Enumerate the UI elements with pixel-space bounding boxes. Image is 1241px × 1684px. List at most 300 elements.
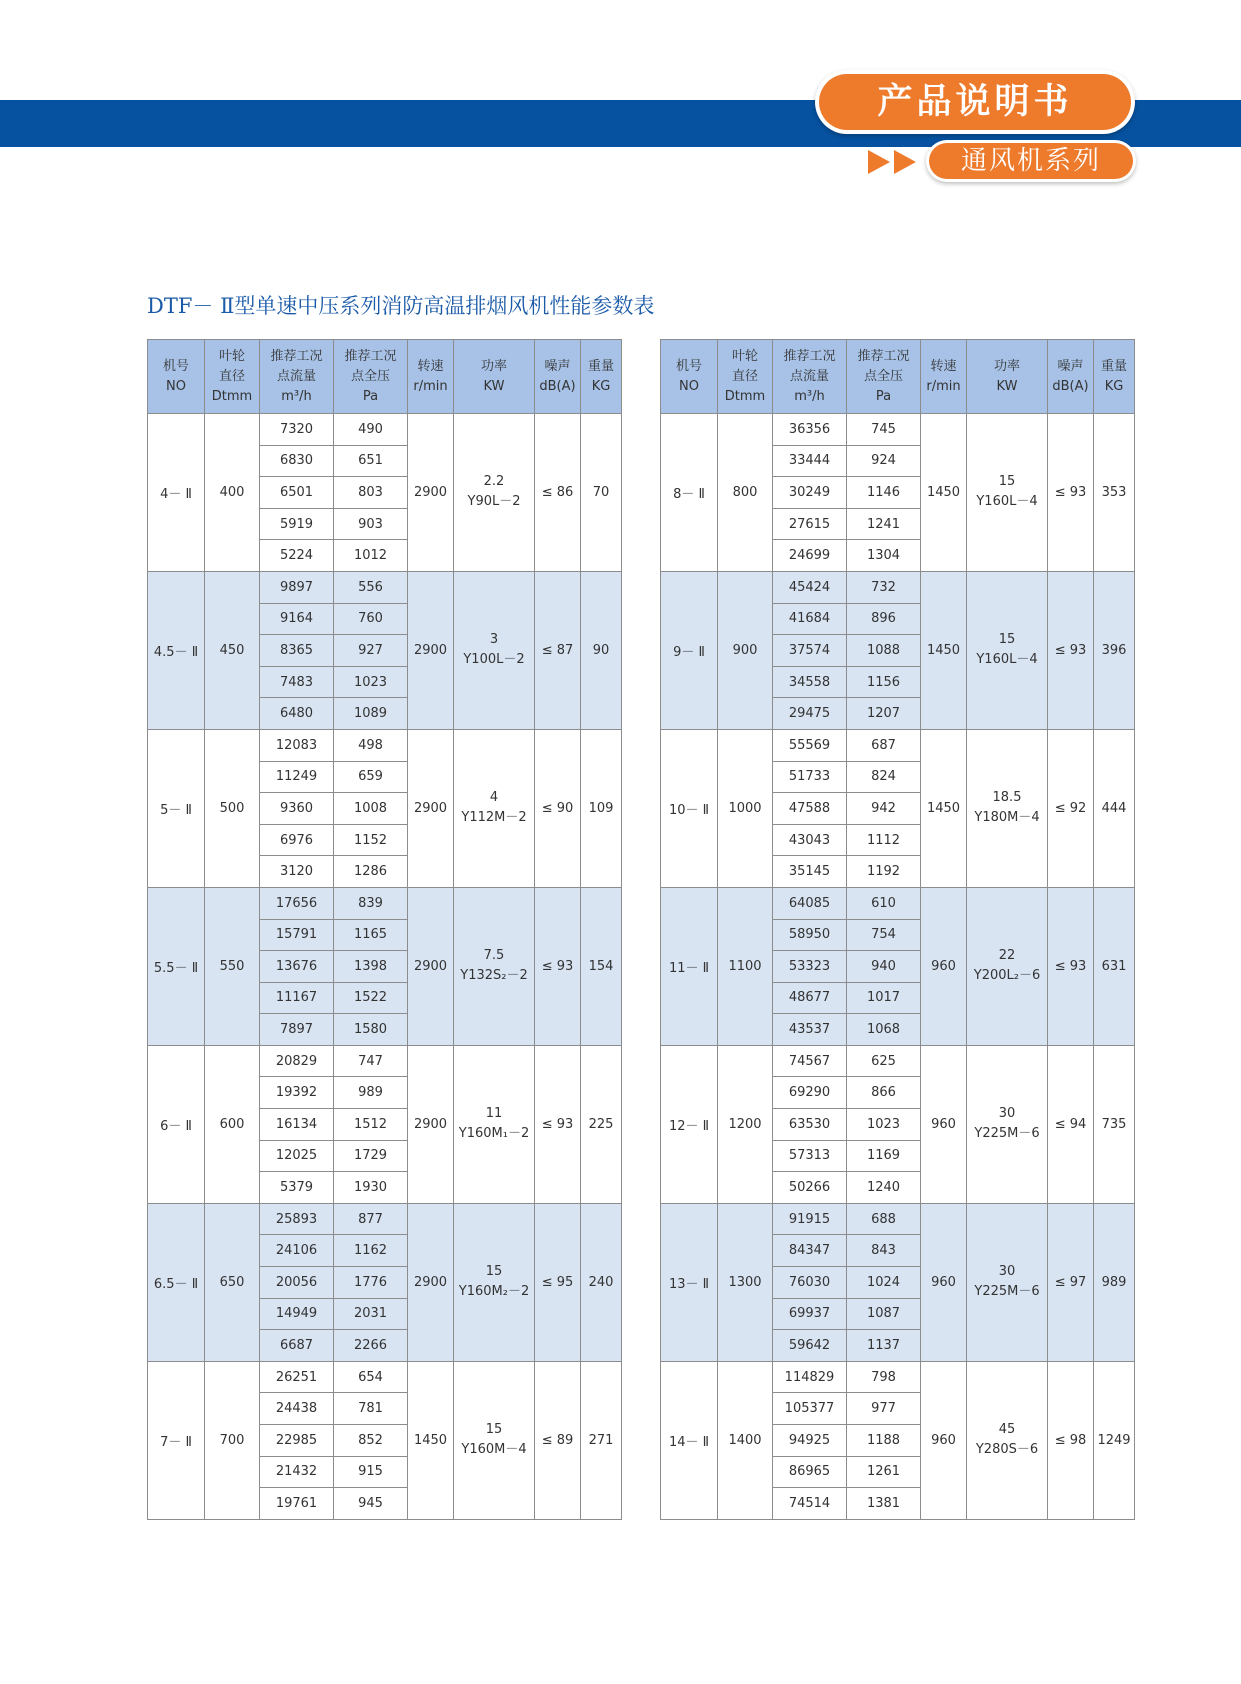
noise-level: ≤ 89 — [535, 1361, 581, 1519]
noise-level: ≤ 93 — [1048, 571, 1094, 729]
airflow-value: 9164 — [260, 603, 334, 635]
pressure-value: 1192 — [847, 856, 921, 888]
rotation-speed: 2900 — [408, 1045, 454, 1203]
fan-model-group — [148, 571, 622, 729]
motor-power — [967, 571, 1048, 729]
column-header-line: 直径 — [731, 368, 758, 384]
motor-power — [454, 1045, 535, 1203]
pressure-value: 1930 — [334, 1172, 408, 1204]
airflow-value: 20056 — [260, 1267, 334, 1299]
column-header-diameter — [205, 340, 260, 414]
model-number: 4－ Ⅱ — [148, 414, 205, 572]
pressure-value: 1304 — [847, 540, 921, 572]
noise-level: ≤ 95 — [535, 1203, 581, 1361]
pressure-value: 942 — [847, 793, 921, 825]
column-header-line: 噪声 — [1057, 358, 1084, 374]
motor-power — [967, 887, 1048, 1045]
motor-model: Y180M－4 — [974, 810, 1040, 826]
column-header-line: r/min — [413, 378, 448, 394]
column-header-no — [661, 340, 718, 414]
table-row — [661, 1203, 1135, 1235]
motor-power — [967, 1045, 1048, 1203]
impeller-diameter: 550 — [205, 887, 260, 1045]
rotation-speed: 2900 — [408, 571, 454, 729]
pressure-value: 1017 — [847, 982, 921, 1014]
column-header-noise — [535, 340, 581, 414]
rotation-speed: 960 — [921, 1203, 967, 1361]
column-header-line: Dtmm — [211, 388, 253, 404]
document-title: DTF－ Ⅱ型单速中压系列消防高温排烟风机性能参数表 — [147, 294, 655, 318]
airflow-value: 9897 — [260, 571, 334, 603]
impeller-diameter: 1100 — [718, 887, 773, 1045]
noise-level: ≤ 97 — [1048, 1203, 1094, 1361]
pressure-value: 1776 — [334, 1267, 408, 1299]
column-header-pressure — [847, 340, 921, 414]
pressure-value: 1188 — [847, 1425, 921, 1457]
pressure-value: 610 — [847, 887, 921, 919]
column-header-weight — [581, 340, 622, 414]
model-number: 6－ Ⅱ — [148, 1045, 205, 1203]
motor-model: Y160L－4 — [976, 494, 1038, 510]
airflow-value: 94925 — [773, 1425, 847, 1457]
column-header-noise — [1048, 340, 1094, 414]
airflow-value: 59642 — [773, 1330, 847, 1362]
column-header-line: 重量 — [1100, 358, 1127, 374]
airflow-value: 57313 — [773, 1140, 847, 1172]
fan-model-group — [148, 414, 622, 572]
noise-level: ≤ 93 — [1048, 414, 1094, 572]
pressure-value: 659 — [334, 761, 408, 793]
rotation-speed: 2900 — [408, 887, 454, 1045]
power-kw: 15 — [998, 474, 1016, 490]
table-row — [148, 1045, 622, 1077]
power-kw: 18.5 — [992, 790, 1022, 806]
airflow-value: 19761 — [260, 1488, 334, 1520]
impeller-diameter: 600 — [205, 1045, 260, 1203]
pressure-value: 654 — [334, 1361, 408, 1393]
airflow-value: 76030 — [773, 1267, 847, 1299]
airflow-value: 17656 — [260, 887, 334, 919]
motor-power — [967, 414, 1048, 572]
pressure-value: 1068 — [847, 1014, 921, 1046]
column-header-line: 转速 — [417, 358, 444, 374]
column-header-speed — [921, 340, 967, 414]
pressure-value: 732 — [847, 571, 921, 603]
column-header-power — [454, 340, 535, 414]
double-arrow-icon — [868, 148, 920, 176]
airflow-value: 45424 — [773, 571, 847, 603]
fan-weight: 70 — [581, 414, 622, 572]
airflow-value: 7897 — [260, 1014, 334, 1046]
motor-model: Y200L₂－6 — [973, 968, 1041, 984]
motor-model: Y90L－2 — [467, 494, 521, 510]
column-header-line: dB(A) — [1052, 378, 1089, 394]
table-row — [148, 729, 622, 761]
motor-model: Y160M₂－2 — [458, 1284, 530, 1300]
airflow-value: 19392 — [260, 1077, 334, 1109]
table-row — [661, 887, 1135, 919]
airflow-value: 105377 — [773, 1393, 847, 1425]
pressure-value: 1152 — [334, 824, 408, 856]
rotation-speed: 1450 — [921, 571, 967, 729]
column-header-flow — [773, 340, 847, 414]
pressure-value: 1580 — [334, 1014, 408, 1046]
pressure-value: 977 — [847, 1393, 921, 1425]
model-number: 13－ Ⅱ — [661, 1203, 718, 1361]
impeller-diameter: 500 — [205, 729, 260, 887]
airflow-value: 22985 — [260, 1425, 334, 1457]
noise-level: ≤ 86 — [535, 414, 581, 572]
table-row — [148, 887, 622, 919]
pressure-value: 1112 — [847, 824, 921, 856]
airflow-value: 47588 — [773, 793, 847, 825]
motor-model: Y160M₁－2 — [458, 1126, 530, 1142]
column-header-line: KW — [483, 378, 505, 394]
power-kw: 30 — [998, 1264, 1016, 1280]
pressure-value: 1156 — [847, 666, 921, 698]
noise-level: ≤ 90 — [535, 729, 581, 887]
airflow-value: 86965 — [773, 1456, 847, 1488]
airflow-value: 35145 — [773, 856, 847, 888]
pressure-value: 1012 — [334, 540, 408, 572]
airflow-value: 6976 — [260, 824, 334, 856]
column-header-line: 点全压 — [863, 368, 903, 384]
airflow-value: 41684 — [773, 603, 847, 635]
rotation-speed: 960 — [921, 1045, 967, 1203]
airflow-value: 6687 — [260, 1330, 334, 1362]
column-header-pressure — [334, 340, 408, 414]
impeller-diameter: 450 — [205, 571, 260, 729]
fan-weight: 225 — [581, 1045, 622, 1203]
power-kw: 15 — [485, 1264, 503, 1280]
airflow-value: 58950 — [773, 919, 847, 951]
column-header-line: 推荐工况 — [344, 348, 397, 364]
table-row — [661, 414, 1135, 446]
power-kw: 11 — [485, 1106, 503, 1122]
airflow-value: 34558 — [773, 666, 847, 698]
motor-model: Y280S－6 — [975, 1442, 1039, 1458]
impeller-diameter: 650 — [205, 1203, 260, 1361]
pressure-value: 1146 — [847, 477, 921, 509]
fan-weight: 631 — [1094, 887, 1135, 1045]
column-header-line: 转速 — [930, 358, 957, 374]
airflow-value: 25893 — [260, 1203, 334, 1235]
airflow-value: 7483 — [260, 666, 334, 698]
column-header-weight — [1094, 340, 1135, 414]
airflow-value: 12025 — [260, 1140, 334, 1172]
pressure-value: 866 — [847, 1077, 921, 1109]
model-number: 11－ Ⅱ — [661, 887, 718, 1045]
model-number: 9－ Ⅱ — [661, 571, 718, 729]
header-row — [661, 340, 1135, 414]
model-number: 4.5－ Ⅱ — [148, 571, 205, 729]
column-header-line: 点流量 — [276, 368, 316, 384]
pressure-value: 945 — [334, 1488, 408, 1520]
airflow-value: 7320 — [260, 414, 334, 446]
pressure-value: 688 — [847, 1203, 921, 1235]
power-kw: 2.2 — [483, 474, 505, 490]
column-header-line: 叶轮 — [731, 348, 758, 364]
column-header-line: 直径 — [218, 368, 245, 384]
motor-power — [967, 1203, 1048, 1361]
pressure-value: 1169 — [847, 1140, 921, 1172]
airflow-value: 5379 — [260, 1172, 334, 1204]
column-header-line: KG — [591, 378, 611, 394]
airflow-value: 13676 — [260, 951, 334, 983]
column-header-line: 叶轮 — [218, 348, 245, 364]
fan-model-group — [661, 729, 1135, 887]
pressure-value: 1088 — [847, 635, 921, 667]
model-number: 6.5－ Ⅱ — [148, 1203, 205, 1361]
pressure-value: 924 — [847, 445, 921, 477]
motor-model: Y132S₂－2 — [460, 968, 528, 984]
airflow-value: 43537 — [773, 1014, 847, 1046]
pressure-value: 852 — [334, 1425, 408, 1457]
fan-model-group — [148, 729, 622, 887]
pressure-value: 1023 — [334, 666, 408, 698]
pressure-value: 1261 — [847, 1456, 921, 1488]
airflow-value: 64085 — [773, 887, 847, 919]
airflow-value: 24699 — [773, 540, 847, 572]
airflow-value: 29475 — [773, 698, 847, 730]
airflow-value: 33444 — [773, 445, 847, 477]
airflow-value: 91915 — [773, 1203, 847, 1235]
airflow-value: 11167 — [260, 982, 334, 1014]
fan-weight: 735 — [1094, 1045, 1135, 1203]
fan-weight: 444 — [1094, 729, 1135, 887]
airflow-value: 16134 — [260, 1109, 334, 1141]
column-header-line: NO — [679, 378, 699, 394]
pressure-value: 754 — [847, 919, 921, 951]
pressure-value: 1023 — [847, 1109, 921, 1141]
fan-weight: 1249 — [1094, 1361, 1135, 1519]
series-title: 通风机系列 — [929, 143, 1133, 179]
fan-model-group — [661, 1361, 1135, 1519]
motor-power — [454, 571, 535, 729]
column-header-line: NO — [166, 378, 186, 394]
impeller-diameter: 1400 — [718, 1361, 773, 1519]
model-number: 14－ Ⅱ — [661, 1361, 718, 1519]
airflow-value: 27615 — [773, 508, 847, 540]
pressure-value: 1008 — [334, 793, 408, 825]
pressure-value: 1381 — [847, 1488, 921, 1520]
column-header-power — [967, 340, 1048, 414]
rotation-speed: 1450 — [408, 1361, 454, 1519]
pressure-value: 1207 — [847, 698, 921, 730]
airflow-value: 5919 — [260, 508, 334, 540]
fan-model-group — [148, 1045, 622, 1203]
airflow-value: 48677 — [773, 982, 847, 1014]
airflow-value: 14949 — [260, 1298, 334, 1330]
pressure-value: 1162 — [334, 1235, 408, 1267]
fan-weight: 90 — [581, 571, 622, 729]
airflow-value: 26251 — [260, 1361, 334, 1393]
pressure-value: 490 — [334, 414, 408, 446]
fan-model-group — [661, 887, 1135, 1045]
table-row — [661, 729, 1135, 761]
brand-badge — [815, 70, 1135, 134]
airflow-value: 5224 — [260, 540, 334, 572]
fan-weight: 271 — [581, 1361, 622, 1519]
column-header-line: dB(A) — [539, 378, 576, 394]
pressure-value: 2031 — [334, 1298, 408, 1330]
airflow-value: 21432 — [260, 1456, 334, 1488]
impeller-diameter: 1000 — [718, 729, 773, 887]
rotation-speed: 960 — [921, 1361, 967, 1519]
column-header-line: Pa — [875, 388, 892, 404]
motor-power — [454, 1203, 535, 1361]
pressure-value: 989 — [334, 1077, 408, 1109]
column-header-line: 机号 — [675, 358, 702, 374]
airflow-value: 11249 — [260, 761, 334, 793]
motor-model: Y225M－6 — [974, 1284, 1040, 1300]
pressure-value: 803 — [334, 477, 408, 509]
impeller-diameter: 1200 — [718, 1045, 773, 1203]
airflow-value: 9360 — [260, 793, 334, 825]
model-number: 8－ Ⅱ — [661, 414, 718, 572]
airflow-value: 55569 — [773, 729, 847, 761]
fan-weight: 353 — [1094, 414, 1135, 572]
airflow-value: 50266 — [773, 1172, 847, 1204]
pressure-value: 1165 — [334, 919, 408, 951]
pressure-value: 1398 — [334, 951, 408, 983]
model-number: 7－ Ⅱ — [148, 1361, 205, 1519]
airflow-value: 20829 — [260, 1045, 334, 1077]
motor-power — [454, 729, 535, 887]
pressure-value: 556 — [334, 571, 408, 603]
pressure-value: 798 — [847, 1361, 921, 1393]
impeller-diameter: 700 — [205, 1361, 260, 1519]
table-row — [148, 1361, 622, 1393]
column-header-speed — [408, 340, 454, 414]
brand-title: 产品说明书 — [819, 74, 1131, 130]
fan-model-group — [148, 1361, 622, 1519]
impeller-diameter: 900 — [718, 571, 773, 729]
airflow-value: 6830 — [260, 445, 334, 477]
airflow-value: 43043 — [773, 824, 847, 856]
motor-model: Y225M－6 — [974, 1126, 1040, 1142]
column-header-line: 功率 — [480, 358, 507, 374]
rotation-speed: 960 — [921, 887, 967, 1045]
column-header-line: 点流量 — [789, 368, 829, 384]
motor-model: Y160M－4 — [461, 1442, 527, 1458]
noise-level: ≤ 87 — [535, 571, 581, 729]
fan-weight: 154 — [581, 887, 622, 1045]
pressure-value: 927 — [334, 635, 408, 667]
fan-model-group — [148, 1203, 622, 1361]
airflow-value: 36356 — [773, 414, 847, 446]
column-header-line: 重量 — [587, 358, 614, 374]
motor-power — [967, 1361, 1048, 1519]
pressure-value: 1089 — [334, 698, 408, 730]
pressure-value: 1241 — [847, 508, 921, 540]
airflow-value: 63530 — [773, 1109, 847, 1141]
column-header-line: r/min — [926, 378, 961, 394]
impeller-diameter: 400 — [205, 414, 260, 572]
power-kw: 45 — [998, 1422, 1016, 1438]
fan-weight: 240 — [581, 1203, 622, 1361]
table-row — [148, 414, 622, 446]
column-header-line: KW — [996, 378, 1018, 394]
airflow-value: 12083 — [260, 729, 334, 761]
pressure-value: 1240 — [847, 1172, 921, 1204]
pressure-value: 839 — [334, 887, 408, 919]
pressure-value: 1522 — [334, 982, 408, 1014]
column-header-line: 功率 — [993, 358, 1020, 374]
column-header-line: 推荐工况 — [783, 348, 836, 364]
airflow-value: 74514 — [773, 1488, 847, 1520]
table-row — [148, 571, 622, 603]
rotation-speed: 2900 — [408, 1203, 454, 1361]
airflow-value: 69290 — [773, 1077, 847, 1109]
header-row — [148, 340, 622, 414]
impeller-diameter: 1300 — [718, 1203, 773, 1361]
pressure-value: 1729 — [334, 1140, 408, 1172]
fan-model-group — [661, 1045, 1135, 1203]
rotation-speed: 2900 — [408, 729, 454, 887]
pressure-value: 2266 — [334, 1330, 408, 1362]
column-header-line: 点全压 — [350, 368, 390, 384]
fan-weight: 396 — [1094, 571, 1135, 729]
noise-level: ≤ 98 — [1048, 1361, 1094, 1519]
pressure-value: 940 — [847, 951, 921, 983]
airflow-value: 6480 — [260, 698, 334, 730]
pressure-value: 903 — [334, 508, 408, 540]
pressure-value: 687 — [847, 729, 921, 761]
pressure-value: 498 — [334, 729, 408, 761]
pressure-value: 1286 — [334, 856, 408, 888]
power-kw: 7.5 — [483, 948, 505, 964]
column-header-line: 机号 — [162, 358, 189, 374]
rotation-speed: 2900 — [408, 414, 454, 572]
model-number: 10－ Ⅱ — [661, 729, 718, 887]
model-number: 5－ Ⅱ — [148, 729, 205, 887]
column-header-line: m³/h — [281, 388, 312, 404]
pressure-value: 877 — [334, 1203, 408, 1235]
motor-model: Y112M－2 — [461, 810, 527, 826]
pressure-value: 915 — [334, 1456, 408, 1488]
airflow-value: 53323 — [773, 951, 847, 983]
model-number: 12－ Ⅱ — [661, 1045, 718, 1203]
airflow-value: 15791 — [260, 919, 334, 951]
airflow-value: 8365 — [260, 635, 334, 667]
rotation-speed: 1450 — [921, 414, 967, 572]
fan-model-group — [661, 1203, 1135, 1361]
series-badge — [926, 140, 1136, 182]
pressure-value: 747 — [334, 1045, 408, 1077]
column-header-line: 噪声 — [544, 358, 571, 374]
column-header-line: 推荐工况 — [857, 348, 910, 364]
pressure-value: 745 — [847, 414, 921, 446]
noise-level: ≤ 92 — [1048, 729, 1094, 887]
fan-model-group — [661, 414, 1135, 572]
performance-table-left — [147, 339, 622, 1520]
column-header-line: Dtmm — [724, 388, 766, 404]
pressure-value: 843 — [847, 1235, 921, 1267]
airflow-value: 24106 — [260, 1235, 334, 1267]
airflow-value: 30249 — [773, 477, 847, 509]
airflow-value: 6501 — [260, 477, 334, 509]
noise-level: ≤ 93 — [1048, 887, 1094, 1045]
motor-power — [967, 729, 1048, 887]
power-kw: 4 — [489, 790, 499, 806]
column-header-line: m³/h — [794, 388, 825, 404]
pressure-value: 781 — [334, 1393, 408, 1425]
airflow-value: 84347 — [773, 1235, 847, 1267]
pressure-value: 651 — [334, 445, 408, 477]
pressure-value: 1512 — [334, 1109, 408, 1141]
motor-model: Y100L－2 — [463, 652, 525, 668]
